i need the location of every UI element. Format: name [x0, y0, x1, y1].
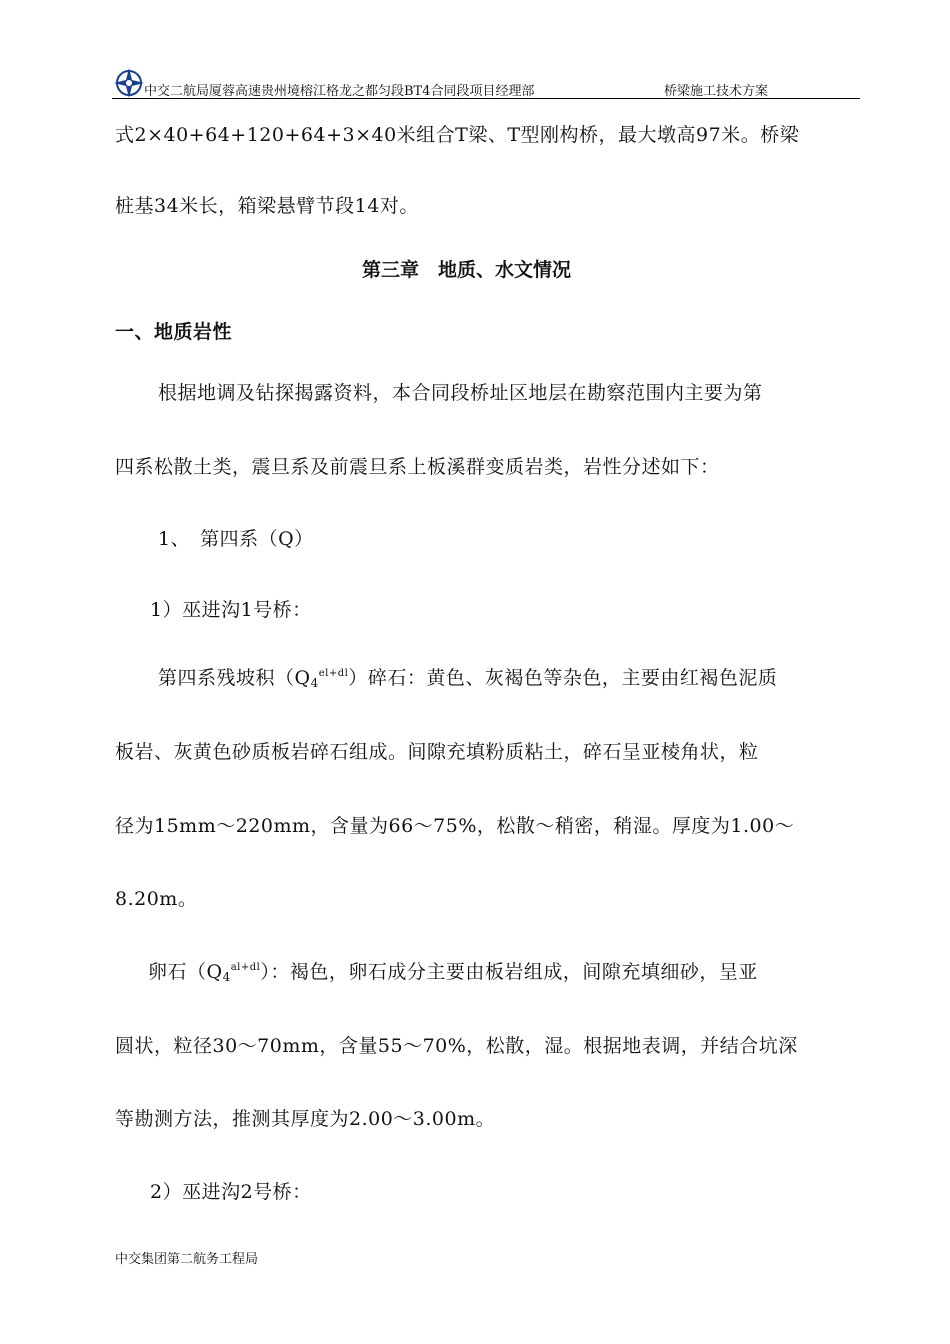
- body-line: [158, 663, 777, 690]
- body-line: 式2×40+64+120+64+3×40米组合T梁、T型刚构桥，最大墩高97米。桥梁: [115, 124, 800, 146]
- list-item: 1、 第四系（Q）: [158, 528, 314, 550]
- subscript: 4: [310, 676, 319, 690]
- body-line: 板岩、灰黄色砂质板岩碎石组成。间隙充填粉质粘土，碎石呈亚棱角状，粒: [115, 741, 759, 763]
- header-doc-title: 桥梁施工技术方案: [664, 84, 769, 99]
- text-run: ）：褐色，卵石成分主要由板岩组成，间隙充填细砂，呈亚: [260, 961, 758, 983]
- body-line: 等勘测方法，推测其厚度为2.00～3.00m。: [115, 1108, 496, 1130]
- superscript: al+dl: [230, 962, 261, 973]
- chapter-heading: 第三章 地质、水文情况: [362, 259, 572, 281]
- company-logo-icon: [112, 66, 146, 100]
- section-heading: 一、地质岩性: [115, 321, 233, 343]
- header-project-title: 中交二航局厦蓉高速贵州境榕江格龙之都匀段BT4合同段项目经理部: [144, 84, 535, 99]
- superscript: el+dl: [318, 668, 349, 679]
- body-line: 径为15mm～220mm，含量为66～75%，松散～稍密，稍湿。厚度为1.00～: [115, 815, 795, 837]
- text-run: 第四系残坡积（Q: [158, 667, 311, 689]
- subheading: 1）巫进沟1号桥：: [150, 599, 312, 621]
- page-footer: 中交集团第二航务工程局: [115, 1252, 259, 1267]
- body-line: 桩基34米长，箱梁悬臂节段14对。: [115, 195, 419, 217]
- text-run: ）碎石：黄色、灰褐色等杂色，主要由红褐色泥质: [348, 667, 778, 689]
- body-line: 8.20m。: [115, 888, 198, 910]
- body-line: 四系松散土类，震旦系及前震旦系上板溪群变质岩类，岩性分述如下：: [115, 456, 720, 478]
- text-run: 卵石（Q: [148, 961, 223, 983]
- body-line: 根据地调及钻探揭露资料，本合同段桥址区地层在勘察范围内主要为第: [158, 382, 763, 404]
- body-line: 圆状，粒径30～70mm，含量55～70%，松散，湿。根据地表调，并结合坑深: [115, 1035, 798, 1057]
- subscript: 4: [222, 970, 231, 984]
- body-line: [148, 957, 758, 984]
- header-divider: [112, 98, 860, 99]
- page-header: [112, 66, 860, 100]
- subheading: 2）巫进沟2号桥：: [150, 1181, 312, 1203]
